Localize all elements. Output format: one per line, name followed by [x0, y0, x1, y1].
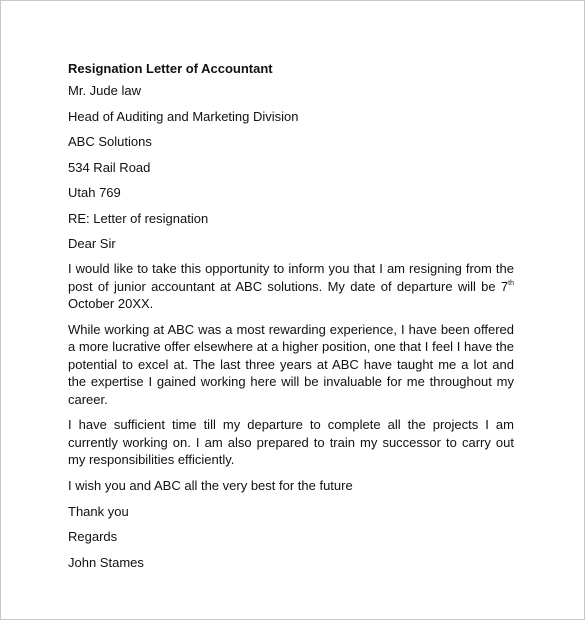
street-address: 534 Rail Road — [68, 159, 151, 175]
letter-body — [68, 59, 514, 571]
paragraph-resignation-notice — [68, 260, 514, 313]
paragraph-reason: While working at ABC was a most rewarding experience, I have been offered a more lucrative offer elsewhere at a higher position, one that I feel I have the potential to excel at. The last three years at ABC have taught me a lot and the expertise I gained working here will be invaluable for me throughout my career. — [68, 321, 514, 407]
letter-title: Resignation Letter of Accountant — [68, 61, 273, 76]
city-address: Utah 769 — [68, 185, 121, 200]
signer-name: John Stames — [68, 554, 144, 570]
company-name: ABC Solutions — [68, 134, 152, 149]
recipient-title: Head of Auditing and Marketing Division — [68, 108, 299, 124]
recipient-name: Mr. Jude law — [68, 83, 141, 98]
closing-regards: Regards — [68, 529, 118, 544]
subject-line: RE: Letter of resignation — [68, 210, 209, 226]
paragraph-transition: I have sufficient time till my departure to complete all the projects I am currently working on. I am also prepared to train my successor to carry out my responsibilities efficiently. — [68, 417, 514, 467]
paragraph-resignation-text: I would like to take this opportunity to inform you that I am resigning from the post of junior accountant at ABC solutions. My date of departure will be 7 — [68, 261, 514, 294]
paragraph-resignation-date: October 20XX. — [68, 296, 154, 311]
thank-you-line: Thank you — [68, 503, 129, 519]
closing-wish: I wish you and ABC all the very best for the future — [68, 478, 353, 493]
salutation: Dear Sir — [68, 236, 116, 251]
date-ordinal-suffix: th — [508, 279, 514, 287]
